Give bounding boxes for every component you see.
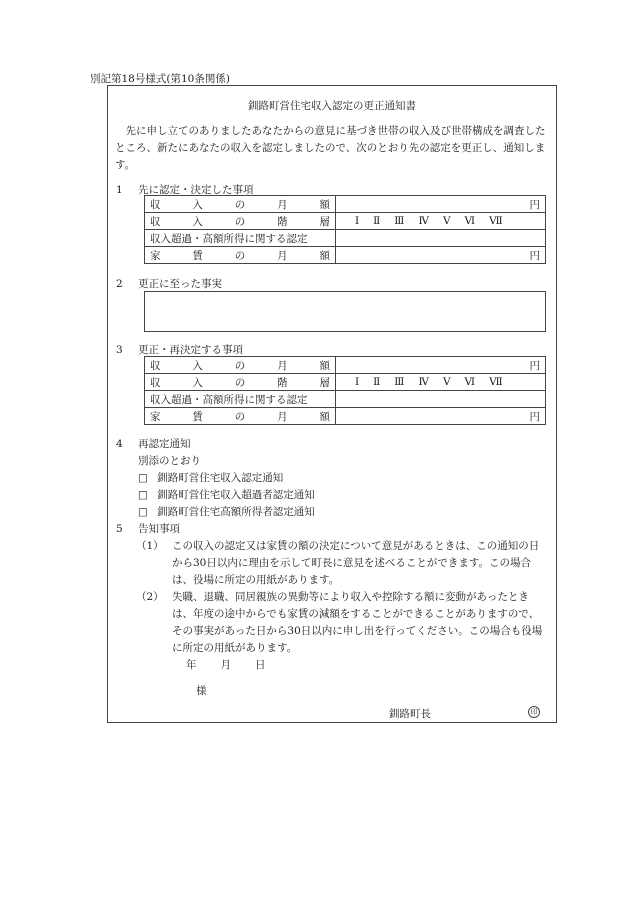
seal-icon: 印 bbox=[528, 706, 540, 718]
checkbox-label: 釧路町営住宅収入認定通知 bbox=[157, 472, 284, 484]
section-title: 先に認定・決定した事項 bbox=[138, 184, 254, 196]
checkbox-label: 釧路町営住宅高額所得者認定通知 bbox=[157, 506, 315, 518]
notice-number: （2） bbox=[136, 591, 164, 603]
table-row bbox=[145, 196, 546, 213]
addressee: 様 bbox=[196, 685, 207, 697]
rent-monthly-label: 家 賃 の 月 額 bbox=[150, 249, 330, 262]
section-title: 告知事項 bbox=[138, 523, 180, 535]
excess-income-value bbox=[336, 230, 546, 247]
section-title: 再認定通知 bbox=[138, 438, 191, 450]
income-level-label: 収 入 の 階 層 bbox=[150, 376, 330, 389]
section-3-heading bbox=[116, 342, 243, 357]
income-monthly-value: 円 bbox=[336, 196, 546, 213]
section-number: 2 bbox=[116, 278, 123, 290]
reason-box bbox=[144, 291, 546, 332]
notice-number: （1） bbox=[136, 540, 164, 552]
table-row bbox=[145, 247, 546, 264]
table-row bbox=[145, 374, 546, 391]
income-monthly-label: 収 入 の 月 額 bbox=[150, 359, 330, 372]
form-reference: 別記第18号様式(第10条関係) bbox=[90, 73, 230, 85]
rent-monthly-value: 円 bbox=[336, 247, 546, 264]
rent-monthly-label: 家 賃 の 月 額 bbox=[150, 410, 330, 423]
income-level-options: Ⅰ Ⅱ Ⅲ Ⅳ Ⅴ Ⅵ Ⅶ bbox=[355, 215, 503, 227]
checkbox-label: 釧路町営住宅収入超過者認定通知 bbox=[157, 489, 315, 501]
excess-income-label: 収入超過・高額所得に関する認定 bbox=[145, 391, 336, 408]
table-row bbox=[145, 391, 546, 408]
notice-text: この収入の認定又は家賃の額の決定について意見があるときは、この通知の日から30日以内に理由を示して町長に意見を述べることができます。この場合は、役場に所定の用紙があります。 bbox=[172, 540, 540, 586]
document-title: 釧路町営住宅収入認定の更正通知書 bbox=[248, 100, 416, 112]
section-number: 5 bbox=[116, 523, 123, 535]
income-monthly-label: 収 入 の 月 額 bbox=[150, 198, 330, 211]
date-year: 年 bbox=[186, 659, 197, 671]
section-number: 1 bbox=[116, 184, 123, 196]
date-month: 月 bbox=[220, 659, 231, 671]
checkbox-icon[interactable]: □ bbox=[138, 506, 148, 518]
issue-date bbox=[186, 657, 266, 672]
table-row bbox=[145, 408, 546, 425]
section-5-heading bbox=[116, 521, 180, 536]
notice-frame bbox=[107, 85, 557, 723]
notice-item-2 bbox=[120, 589, 548, 657]
section-number: 3 bbox=[116, 344, 123, 356]
checkbox-option[interactable] bbox=[138, 470, 283, 485]
notice-text: 失職、退職、同居親族の異動等により収入や控除する額に変動があったときは、年度の途中からでも家賃の減額をすることができることがありますので、その事実があった日から30日以内に申し出を行ってください。この場合も役場に所定の用紙があります。 bbox=[172, 591, 543, 654]
excess-income-label: 収入超過・高額所得に関する認定 bbox=[145, 230, 336, 247]
checkbox-option[interactable] bbox=[138, 487, 315, 502]
checkbox-icon[interactable]: □ bbox=[138, 472, 148, 484]
table-row bbox=[145, 213, 546, 230]
intro-paragraph: 先に申し立てのありましたあなたからの意見に基づき世帯の収入及び世帯構成を調査したところ、新たにあなたの収入を認定しましたので、次のとおり先の認定を更正し、通知します。 bbox=[115, 125, 546, 171]
prior-decision-table bbox=[144, 195, 546, 264]
table-row bbox=[145, 230, 546, 247]
date-day: 日 bbox=[255, 659, 266, 671]
checkbox-icon[interactable]: □ bbox=[138, 489, 148, 501]
issuer-name: 釧路町長 bbox=[389, 708, 431, 720]
section-title: 更正に至った事実 bbox=[138, 278, 222, 290]
section-2-heading bbox=[116, 276, 222, 291]
notice-item-1 bbox=[120, 538, 548, 589]
income-level-label: 収 入 の 階 層 bbox=[150, 215, 330, 228]
revised-decision-table bbox=[144, 356, 546, 425]
rent-monthly-value: 円 bbox=[336, 408, 546, 425]
section-title: 更正・再決定する事項 bbox=[138, 344, 243, 356]
checkbox-option[interactable] bbox=[138, 504, 315, 519]
table-row bbox=[145, 357, 546, 374]
attachment-note: 別添のとおり bbox=[138, 455, 201, 467]
section-number: 4 bbox=[116, 438, 123, 450]
income-level-options: Ⅰ Ⅱ Ⅲ Ⅳ Ⅴ Ⅵ Ⅶ bbox=[355, 376, 503, 388]
section-4-heading bbox=[116, 436, 191, 451]
income-monthly-value: 円 bbox=[336, 357, 546, 374]
excess-income-value bbox=[336, 391, 546, 408]
